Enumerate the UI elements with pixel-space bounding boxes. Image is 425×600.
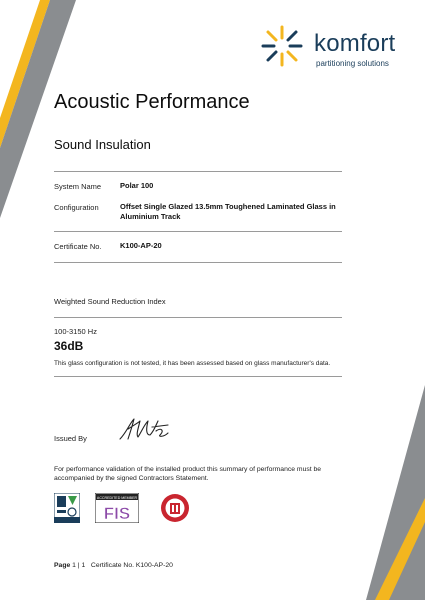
fis-member-badge [95,493,139,523]
sound-reduction-value: 36dB [54,339,84,353]
signature [116,415,172,443]
red-seal-badge [160,493,190,523]
configuration-label: Configuration [54,203,99,212]
page-title: Acoustic Performance [54,91,250,113]
page-label: Page [54,562,71,569]
assessment-note: This glass configuration is not tested, it has been assessed based on glass manufacturer's data. [54,360,331,367]
issued-by-label: Issued By [54,434,87,443]
fis-text: FIS [103,504,131,523]
brand-name: komfort [314,30,396,57]
divider [54,171,342,172]
certificate-value: K100-AP-20 [120,241,162,250]
footer-certificate: Certificate No. K100-AP-20 [90,562,173,569]
system-name-label: System Name [54,182,102,191]
divider [54,231,342,232]
sound-reduction-label: Weighted Sound Reduction Index [54,297,166,306]
system-name-value: Polar 100 [120,181,154,190]
section-title: Sound Insulation [54,137,151,152]
divider [54,376,342,377]
page-footer [54,562,173,569]
brand-tagline: partitioning solutions [316,59,389,68]
page-number: 1 | 1 [72,562,86,569]
divider [54,262,342,263]
validation-line1: For performance validation of the installed product this summary of performance must be [54,466,322,473]
validation-statement [54,465,354,483]
configuration-value-line1: Offset Single Glazed 13.5mm Toughened Laminated Glass in [120,202,336,211]
certificate-label: Certificate No. [54,242,102,251]
divider [54,317,342,318]
frequency-range: 100-3150 Hz [54,327,97,336]
brand-logo [258,22,408,74]
validation-line2: accompanied by the signed Contractors Statement. [54,475,209,482]
fis-header: ACCREDITED MEMBER [96,495,138,500]
ukas-certification-badge [54,493,80,523]
configuration-value-line2: Aluminium Track [120,212,181,221]
sunburst-icon [260,24,304,68]
